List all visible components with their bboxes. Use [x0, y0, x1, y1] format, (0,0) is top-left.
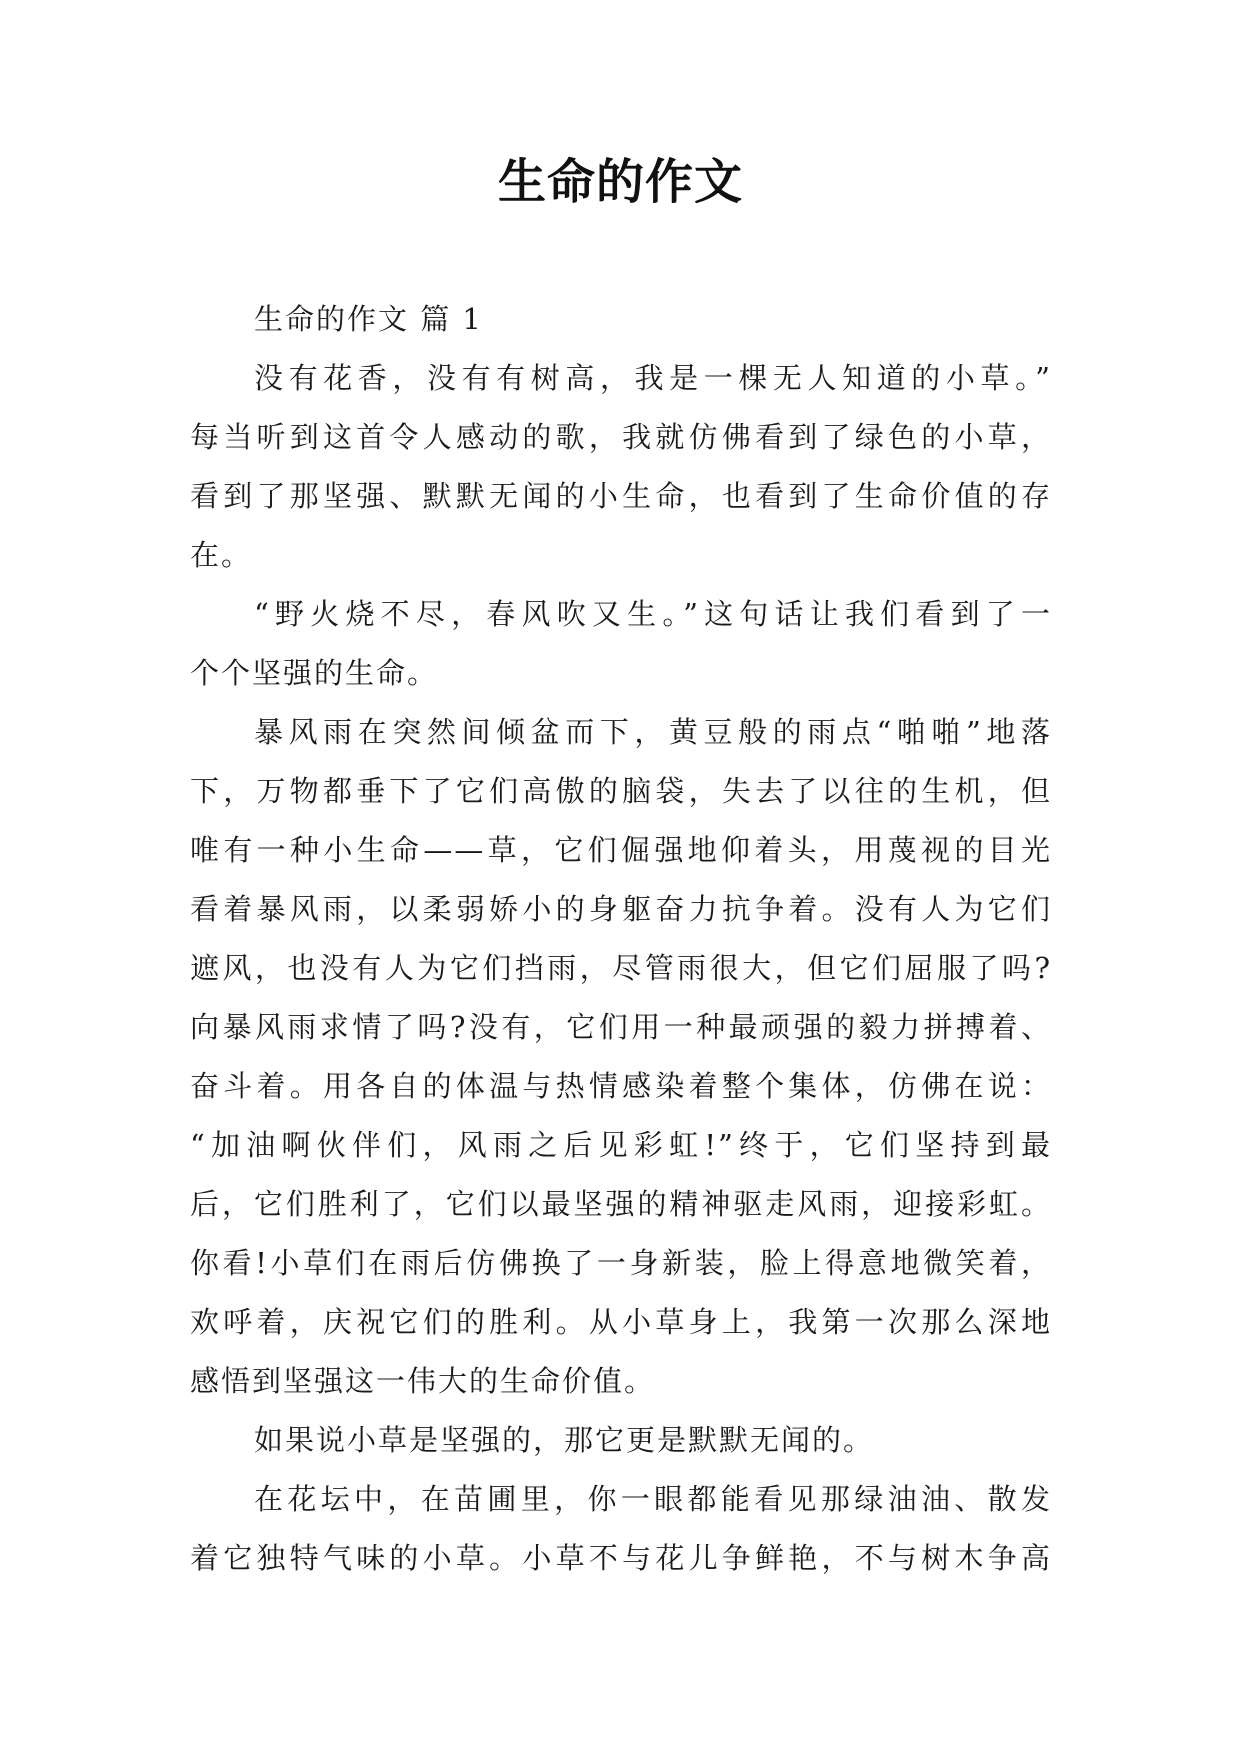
text-line: 奋斗着。用各自的体温与热情感染着整个集体，仿佛在说： — [190, 1069, 1052, 1103]
text-line: 唯有一种小生命——草，它们倔强地仰着头，用蔑视的目光 — [190, 833, 1052, 867]
text-line: 向暴风雨求情了吗?没有，它们用一种最顽强的毅力拼搏着、 — [190, 1010, 1052, 1044]
text-line: 没有花香，没有有树高，我是一棵无人知道的小草。” — [254, 361, 1052, 395]
text-line: 着它独特气味的小草。小草不与花儿争鲜艳，不与树木争高 — [190, 1541, 1052, 1575]
text-line: 在。 — [190, 538, 253, 572]
document-title: 生命的作文 — [497, 154, 743, 210]
document-body — [190, 290, 1052, 1588]
text-line: 后，它们胜利了，它们以最坚强的精神驱走风雨，迎接彩虹。 — [190, 1187, 1052, 1221]
text-line: 在花坛中，在苗圃里，你一眼都能看见那绿油油、散发 — [254, 1482, 1052, 1516]
text-line: 如果说小草是坚强的，那它更是默默无闻的。 — [254, 1423, 875, 1457]
text-line: 每当听到这首令人感动的歌，我就仿佛看到了绿色的小草， — [190, 420, 1052, 454]
text-line: 看着暴风雨，以柔弱娇小的身躯奋力抗争着。没有人为它们 — [190, 892, 1052, 926]
text-line: 遮风，也没有人为它们挡雨，尽管雨很大，但它们屈服了吗? — [190, 951, 1052, 985]
text-line: “加油啊伙伴们，风雨之后见彩虹!”终于，它们坚持到最 — [190, 1128, 1052, 1162]
text-line: “野火烧不尽，春风吹又生。”这句话让我们看到了一 — [254, 597, 1052, 631]
text-line: 个个坚强的生命。 — [190, 656, 439, 690]
text-line: 下，万物都垂下了它们高傲的脑袋，失去了以往的生机，但 — [190, 774, 1052, 808]
text-line: 你看!小草们在雨后仿佛换了一身新装，脸上得意地微笑着， — [190, 1246, 1052, 1280]
text-line: 感悟到坚强这一伟大的生命价值。 — [190, 1364, 656, 1398]
text-line: 暴风雨在突然间倾盆而下，黄豆般的雨点“啪啪”地落 — [254, 715, 1052, 749]
text-line: 欢呼着，庆祝它们的胜利。从小草身上，我第一次那么深地 — [190, 1305, 1052, 1339]
text-line: 看到了那坚强、默默无闻的小生命，也看到了生命价值的存 — [190, 479, 1052, 513]
section-heading: 生命的作文 篇 1 — [254, 302, 483, 336]
